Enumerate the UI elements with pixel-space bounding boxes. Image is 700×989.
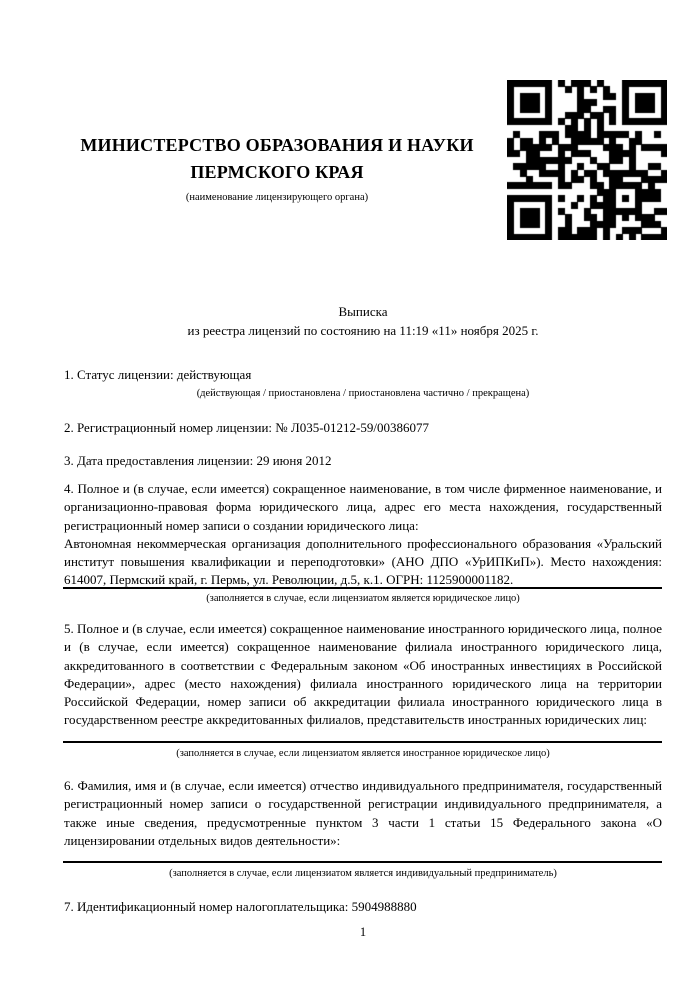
entrepreneur-section — [64, 777, 662, 850]
foreign-entity-clause: 5. Полное и (в случае, если имеется) сокращенное наименование иностранного юридического лица, полное и (в случае, если имеется) сокращенное наименование филиала иностранного юридического лица, аккредитованного в соответствии с Федеральным законом «Об иностранных инвестициях в Российской Федерации», адрес (место нахождения) филиала иностранного юридического лица на территории Российской Федерации, номер записи об аккредитации филиала иностранного юридического лица в государственном реестре аккредитованных филиалов, представительств иностранных юридических лиц: — [64, 621, 662, 728]
ministry-name-line1: МИНИСТЕРСТВО ОБРАЗОВАНИЯ И НАУКИ — [80, 135, 474, 155]
license-grant-date-line: 3. Дата предоставления лицензии: 29 июня 2012 — [64, 453, 332, 468]
legal-entity-clause: 4. Полное и (в случае, если имеется) сокращенное наименование, в том числе фирменное наименование, и организационно-правовая форма юридического лица, адрес его места нахождения, государственный регистрационный номер записи о создании юридического лица: — [64, 481, 662, 533]
extract-title-block — [64, 302, 662, 340]
legal-entity-details: Автономная некоммерческая организация дополнительного профессионального образования «Уральский институт повышения квалификации и переподготовки» (АНО ДПО «УрИПКиП»). Место нахождения: 614007, Пермский край, г. Пермь, ул. Революции, д.5, к.1. ОГРН: 1125900001182. — [64, 535, 662, 588]
licensing-authority-caption: (наименование лицензирующего органа) — [185, 192, 369, 203]
extract-title: Выписка — [338, 304, 388, 319]
entrepreneur-caption: (заполняется в случае, если лицензиатом является индивидуальный предприниматель) — [169, 868, 557, 879]
legal-entity-caption: (заполняется в случае, если лицензиатом является юридическое лицо) — [206, 593, 520, 604]
fill-line-divider — [63, 861, 662, 863]
page-number: 1 — [359, 925, 367, 939]
legal-entity-section — [64, 480, 662, 590]
foreign-entity-section — [64, 620, 662, 730]
license-status-line: 1. Статус лицензии: действующая — [64, 367, 252, 382]
license-status-options-caption: (действующая / приостановлена / приостановлена частично / прекращена) — [196, 388, 530, 399]
licensing-authority-header — [57, 132, 497, 204]
qr-code-icon — [507, 80, 667, 240]
entrepreneur-clause: 6. Фамилия, имя и (в случае, если имеется) отчество индивидуального предпринимателя, государственный регистрационный номер записи о государственной регистрации индивидуального предпринимателя, а также иные сведения, предусмотренные пунктом 3 части 1 статьи 15 Федерального закона «О лицензировании отдельных видов деятельности»: — [64, 778, 662, 848]
taxpayer-id-line: 7. Идентификационный номер налогоплательщика: 5904988880 — [64, 899, 417, 914]
fill-line-divider — [63, 741, 662, 743]
extract-subtitle: из реестра лицензий по состоянию на 11:19 «11» ноября 2025 г. — [187, 323, 539, 338]
fill-line-divider — [63, 587, 662, 589]
license-number-line: 2. Регистрационный номер лицензии: № Л035-01212-59/00386077 — [64, 420, 430, 435]
ministry-name-line2: ПЕРМСКОГО КРАЯ — [190, 162, 364, 182]
foreign-entity-caption: (заполняется в случае, если лицензиатом является иностранное юридическое лицо) — [176, 748, 550, 759]
